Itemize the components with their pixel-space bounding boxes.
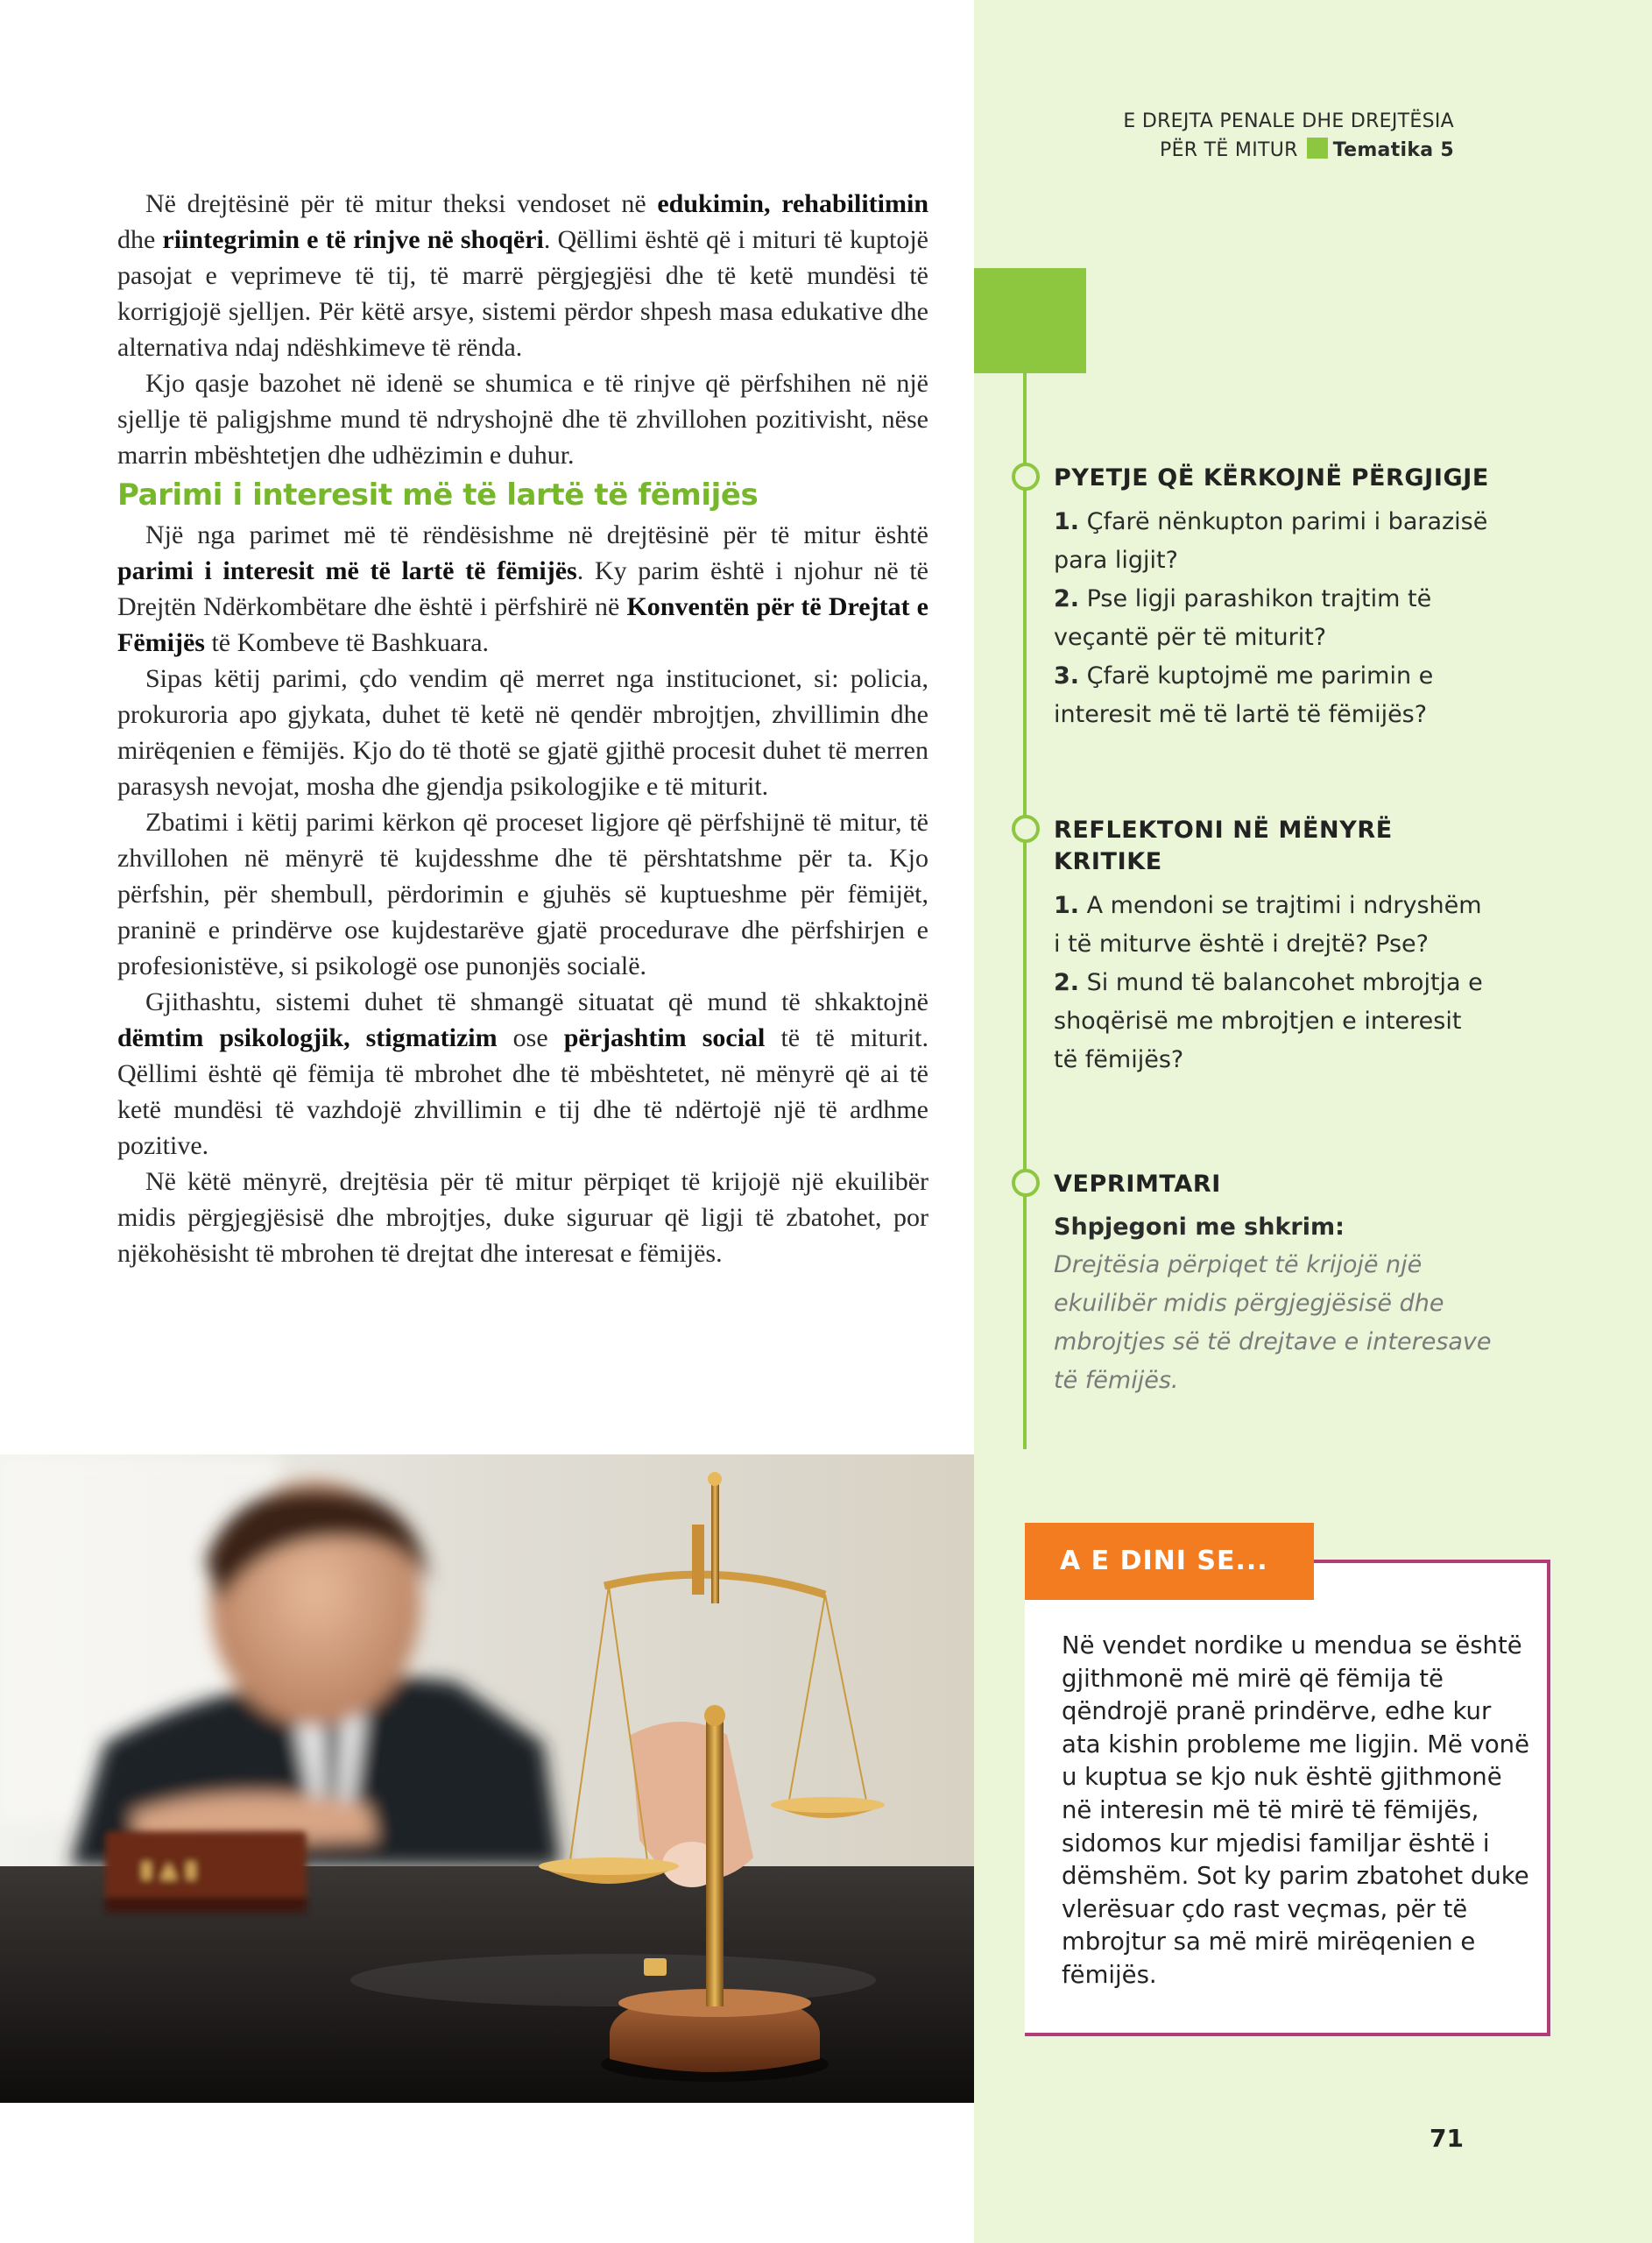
text-span: të të miturit. Qëllimi është që fëmija të mbrohet dhe të mbështetet, në mënyrë që ai të ketë mundësi të vazhdojë zhvillimin e tij dhe të ndërtojë një të ardhme pozitive. xyxy=(117,1023,929,1160)
item-text: A mendoni se trajtimi i ndryshëm i të miturve është i drejtë? Pse? xyxy=(1054,892,1482,958)
item-number: 2. xyxy=(1054,969,1080,996)
timeline-dot-icon xyxy=(1012,1169,1040,1197)
activity-title: VEPRIMTARI xyxy=(1054,1171,1221,1198)
text-span: . Ky parim është i njohur në të Drejtën Ndërkombëtare dhe është i përfshirë në xyxy=(117,556,928,621)
question-item xyxy=(1054,580,1492,657)
green-tab xyxy=(974,268,1086,373)
timeline-line xyxy=(1023,373,1027,1449)
text-span: Gjithashtu, sistemi duhet të shmangë situatat që mund të shkaktojnë xyxy=(145,987,928,1016)
paragraph: Zbatimi i këtij parimi kërkon që proceset ligjore që përfshijnë të mitur, të zhvillohen në mënyrë të kujdesshme dhe të përshtatshme për ta. Kjo përfshin, për shembull, përdorimin e gjuhës së kuptueshme për fëmijët, praninë e prindërve ose kujdestarëve gjatë procedurave dhe përfshirjen e profesionistëve, si psikologë ose punonjës socialë. xyxy=(117,808,928,980)
svg-text:▮ ▲ ▮: ▮ ▲ ▮ xyxy=(140,1857,198,1883)
did-you-know-text: Në vendet nordike u mendua se është gjithmonë më mirë që fëmija të qëndrojë pranë prindërve, edhe kur ata kishin probleme me ligjin. Më vonë u kuptua se kjo nuk është gjithmonë në interesin më të mirë të fëmijës, sidomos kur mjedisi familjar është i dëmshëm. Sot ky parim zbatohet duke vlerësuar çdo rast veçmas, për të mbrojtur sa më mirë mirëqenien e fëmijës. xyxy=(1062,1631,1530,1989)
bold-term: dëmtim psikologjik, stigmatizim xyxy=(117,1023,498,1052)
item-text: Çfarë nënkupton parimi i barazisë para ligjit? xyxy=(1054,508,1488,574)
bold-term: përjashtim social xyxy=(563,1023,766,1052)
bold-term: edukimin, rehabilitimin xyxy=(657,189,929,218)
question-item xyxy=(1054,503,1492,580)
questions-title: PYETJE QË KËRKOJNË PËRGJIGJE xyxy=(1054,464,1489,492)
theme-marker-icon xyxy=(1307,138,1328,159)
bold-term: Konventën për të Drejtat e Fëmijës xyxy=(117,592,928,657)
item-text: Çfarë kuptojmë me parimin e interesit më të lartë të fëmijës? xyxy=(1054,662,1434,728)
text-span: ose xyxy=(497,1023,564,1052)
item-number: 3. xyxy=(1054,662,1080,690)
paragraph xyxy=(117,517,928,661)
text-span: dhe xyxy=(117,225,163,254)
paragraph xyxy=(117,984,928,1164)
item-number: 1. xyxy=(1054,508,1080,535)
bold-term: riintegrimin e të rinjve në shoqëri xyxy=(162,225,544,254)
main-text xyxy=(117,186,928,1271)
paragraph: Sipas këtij parimi, çdo vendim që merret nga institucionet, si: policia, prokuroria apo gjykata, duhet të ketë në qendër mbrojtjen, zhvillimin dhe mirëqenien e fëmijës. Kjo do të thotë se gjatë gjithë procesit duhet të merren parasysh nevojat, mosha dhe gjendja psikologjike e të miturit. xyxy=(117,664,928,801)
item-number: 1. xyxy=(1054,892,1080,919)
reflect-section xyxy=(1054,815,1492,1079)
bold-term: parimi i interesit më të lartë të fëmijës xyxy=(117,556,577,585)
paragraph: Kjo qasje bazohet në idenë se shumica e të rinjve që përfshihen në një sjellje të paligjshme mund të ndryshojnë dhe të zhvillohen pozitivisht, nëse marrin mbështetjen dhe udhëzimin e duhur. xyxy=(117,369,928,470)
header-line-2-text: PËR TË MITUR xyxy=(1160,139,1298,161)
question-item xyxy=(1054,657,1492,734)
reflect-title: REFLEKTONI NË MËNYRË KRITIKE xyxy=(1054,817,1393,875)
timeline-dot-icon xyxy=(1012,463,1040,491)
questions-section xyxy=(1054,463,1492,734)
did-you-know-label: A E DINI SE... xyxy=(1025,1523,1314,1600)
activity-subtitle: Shpjegoni me shkrim: xyxy=(1054,1213,1345,1241)
paragraph xyxy=(117,186,928,365)
reflect-item xyxy=(1054,964,1492,1079)
page-number: 71 xyxy=(1430,2124,1464,2153)
reflect-item xyxy=(1054,887,1492,964)
timeline-dot-icon xyxy=(1012,815,1040,843)
box-top-border xyxy=(1312,1560,1550,1563)
photo-boy-with-scales xyxy=(0,1454,974,2103)
text-span: të Kombeve të Bashkuara. xyxy=(204,628,490,657)
text-span: Në drejtësinë për të mitur theksi vendoset në xyxy=(145,189,658,218)
theme-label: Tematika 5 xyxy=(1332,139,1454,161)
text-span: . Qëllimi është që i mituri të kuptojë pasojat e veprimeve të tij, të marrë përgjegjësi dhe të ketë mundësi të korrigjojë sjelljen. Për këtë arsye, sistemi përdor shpesh masa edukative dhe alternativa ndaj ndëshkimeve të rënda. xyxy=(117,225,928,362)
section-heading: Parimi i interesit më të lartë të fëmijës xyxy=(117,478,759,513)
page-header xyxy=(928,107,1454,165)
item-text: Pse ligji parashikon trajtim të veçantë për të miturit? xyxy=(1054,585,1432,651)
item-text: Si mund të balancohet mbrojtja e shoqërisë me mbrojtjen e interesit të fëmijës? xyxy=(1054,969,1483,1073)
paragraph: Në këtë mënyrë, drejtësia për të mitur përpiqet të krijojë një ekuilibër midis përgjegjësisë dhe mbrojtjes, duke siguruar që ligji të zbatohet, por njëkohësisht të mbrohen të drejtat dhe interesat e fëmijës. xyxy=(117,1167,928,1268)
header-line-2 xyxy=(928,136,1454,165)
activity-section xyxy=(1054,1169,1492,1400)
header-line-1: E DREJTA PENALE DHE DREJTËSIA xyxy=(1123,110,1454,132)
activity-text: Drejtësia përpiqet të krijojë një ekuilibër midis përgjegjësisë dhe mbrojtjes së të drejtave e interesave të fëmijës. xyxy=(1054,1251,1492,1394)
text-span: Një nga parimet më të rëndësishme në drejtësinë për të mitur është xyxy=(145,520,928,549)
item-number: 2. xyxy=(1054,585,1080,612)
